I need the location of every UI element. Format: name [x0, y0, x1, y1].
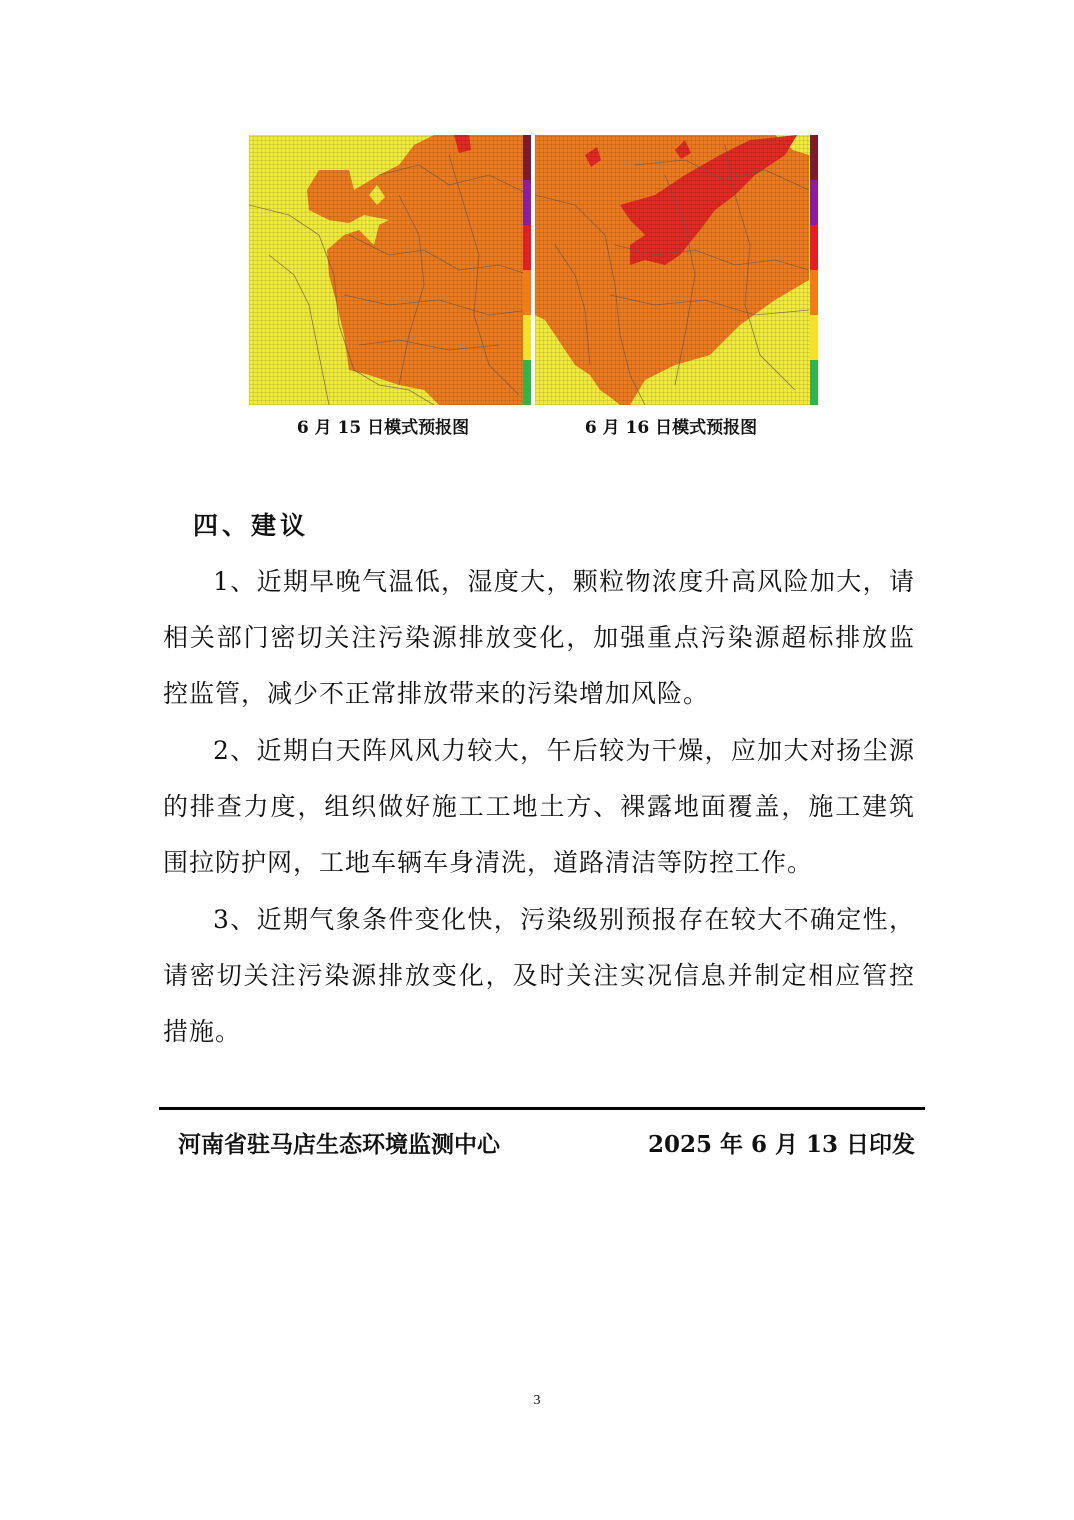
figure-caption-jun15: 6 月 15 日模式预报图 [296, 418, 470, 438]
recommendation-paragraph-3: 3、近期气象条件变化快，污染级别预报存在较大不确定性，请密切关注污染源排放变化，及时关注实况信息并制定相应管控措施。 [163, 905, 915, 1046]
forecast-map-jun15 [249, 135, 530, 405]
issue-date: 2025 年 6 月 13 日印发 [648, 1131, 916, 1158]
forecast-map-jun16-graphic [535, 135, 809, 405]
section-heading: 四、建议 [193, 511, 310, 540]
recommendation-paragraph-2: 2、近期白天阵风风力较大，午后较为干燥，应加大对扬尘源的排查力度，组织做好施工工地土方、裸露地面覆盖，施工建筑围拉防护网，工地车辆车身清洗，道路清洁等防控工作。 [163, 736, 915, 877]
figure-caption-jun16: 6 月 16 日模式预报图 [584, 418, 758, 438]
forecast-map-jun16 [535, 135, 816, 405]
issuer-name: 河南省驻马店生态环境监测中心 [178, 1131, 500, 1158]
footer-divider [159, 1107, 925, 1110]
color-scale-legend-2 [810, 135, 818, 405]
recommendation-paragraph-1: 1、近期早晚气温低，湿度大，颗粒物浓度升高风险加大，请相关部门密切关注污染源排放变化，加强重点污染源超标排放监控监管，减少不正常排放带来的污染增加风险。 [163, 567, 915, 708]
forecast-map-jun15-graphic [249, 135, 530, 405]
page-number: 3 [533, 1393, 541, 1408]
color-scale-legend-1 [523, 135, 531, 405]
